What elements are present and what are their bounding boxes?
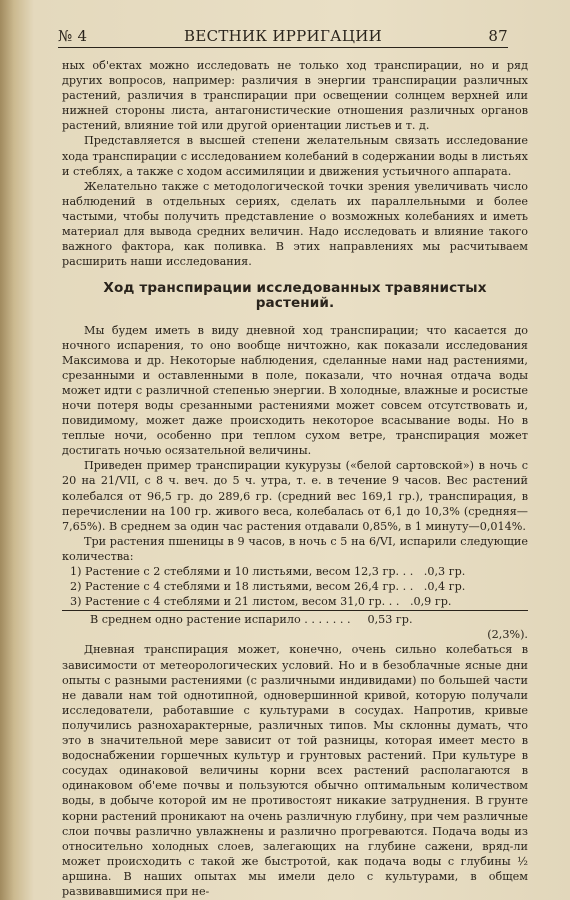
issue-number: № 4 xyxy=(58,27,88,45)
journal-title: ВЕСТНИК ИРРИГАЦИИ xyxy=(184,27,382,45)
list-item-label: 3) Растение с 4 стеблями и 21 листом, весом 31,0 гр. . . xyxy=(70,595,400,609)
wheat-measurements-list xyxy=(62,564,528,609)
paragraph: Дневная транспирация может, конечно, очень сильно колебаться в зависимости от метеорологических условий. Но и в безоблачные ясные дни опыты с разными растениями (с различными индивидами) по большей части не давали нам той однотипной, одновершинной кривой, которую получали исследователи, работавшие с культурами в сосудах. Напротив, кривые получились разнохарактерные, различных типов. Мы склонны думать, что это в значительной мере зависит от той разницы, которая имеет место в водоснабжении горшечных культур и грунтовых растений. При культуре в сосудах одинаковой величины корни всех растений располагаются в одинаковом об'еме почвы и пользуются обычно оптимальным количеством воды, в добыче которой им не противостоят никакие затруднения. В грунте корни растений проникают на очень различную глубину, при чем различные слои почвы различно увлажнены и различно прогреваются. Подача воды из относительно холодных слоев, залегающих на глубине сажени, вряд-ли может происходить с такой же быстротой, как подача воды с глубины ½ аршина. В наших опытах мы имели дело с культурами, в общем развивавшимися при не- xyxy=(62,643,528,898)
list-item xyxy=(70,564,528,579)
list-item xyxy=(70,594,528,609)
average-percent: (2,3%). xyxy=(487,628,528,642)
article-body xyxy=(62,58,528,899)
paragraph-continued: ных об'ектах можно исследовать не только ход транспирации, но и ряд других вопросов, например: различия в энергии транспирации различных растений, различия в транспирации при освещении солнцем верхней или нижней стороны листа, антагонистические отношения различных органов растений, влияние той или другой ориентации листьев и т. д. xyxy=(62,59,528,133)
average-value: 0,53 гр. xyxy=(367,613,413,627)
section-heading: Ход транспирации исследованных травянистых растений. xyxy=(103,280,487,312)
average-line xyxy=(62,612,528,627)
list-item-value: .0,3 гр. xyxy=(423,565,466,578)
paragraph: Три растения пшеницы в 9 часов, в ночь с 5 на 6/VI, испарили следующие количества: xyxy=(62,534,528,563)
header-rule xyxy=(58,47,508,48)
page-header xyxy=(58,24,508,46)
sum-rule xyxy=(62,610,528,611)
list-item-value: .0,4 гр. xyxy=(423,580,466,594)
paragraph: Желательно также с методологической точки зрения увеличивать число наблюдений в отдельных сериях, сделать их параллельными и более частыми, чтобы получить представление о возможных колебаниях и иметь материал для вывода средних величин. Надо исследовать и влияние такого важного фактора, как поливка. В этих направлениях мы расчитываем расширить наши исследования. xyxy=(62,179,528,269)
paragraph: Представляется в высшей степени желательным связать исследование хода транспирации с исследованием колебаний в содержании воды в листьях и стеблях, а также с ходом ассимиляции и движения устьичного аппарата. xyxy=(62,134,528,178)
list-item-value: .0,9 гр. xyxy=(409,595,452,609)
list-item-label: 2) Растение с 4 стеблями и 18 листьями, весом 26,4 гр. . . xyxy=(70,580,414,594)
page-number: 87 xyxy=(488,27,508,45)
list-item xyxy=(70,579,528,594)
paragraph: Мы будем иметь в виду дневной ход транспирации; что касается до ночного испарения, то оно вообще ничтожно, как показали исследования Максимова и др. Некоторые наблюдения, сделанные нами над растениями, срезанными и оставленными в поле, показали, что ночная отдача воды может идти с различной степенью энергии. В холодные, влажные и росистые ночи потеря воды срезанными растениями может совсем отсутствовать и, повидимому, может даже происходить некоторое всасывание воды. Но в теплые ночи, особенно при теплом сухом ветре, транспирация может достигать ночью осязательной величины. xyxy=(62,323,528,458)
list-item-label: 1) Растение с 2 стеблями и 10 листьями, весом 12,3 гр. . . xyxy=(70,565,414,578)
average-label: В среднем одно растение испарило . . . . . . . xyxy=(90,613,351,627)
paragraph: Приведен пример транспирации кукурузы («белой сартовской») в ночь с 20 на 21/VII, с 8 ч. веч. до 5 ч. утра, т. е. в течение 9 часов. Вес растений колебался от 96,5 гр. до 289,6 гр. (средний вес 169,1 гр.), транспирация, в перечислении на 100 гр. живого веса, колебалась от 6,1 до 10,3% (средняя—7,65%). В среднем за один час растения отдавали 0,85%, в 1 минуту—0,014%. xyxy=(62,459,528,533)
